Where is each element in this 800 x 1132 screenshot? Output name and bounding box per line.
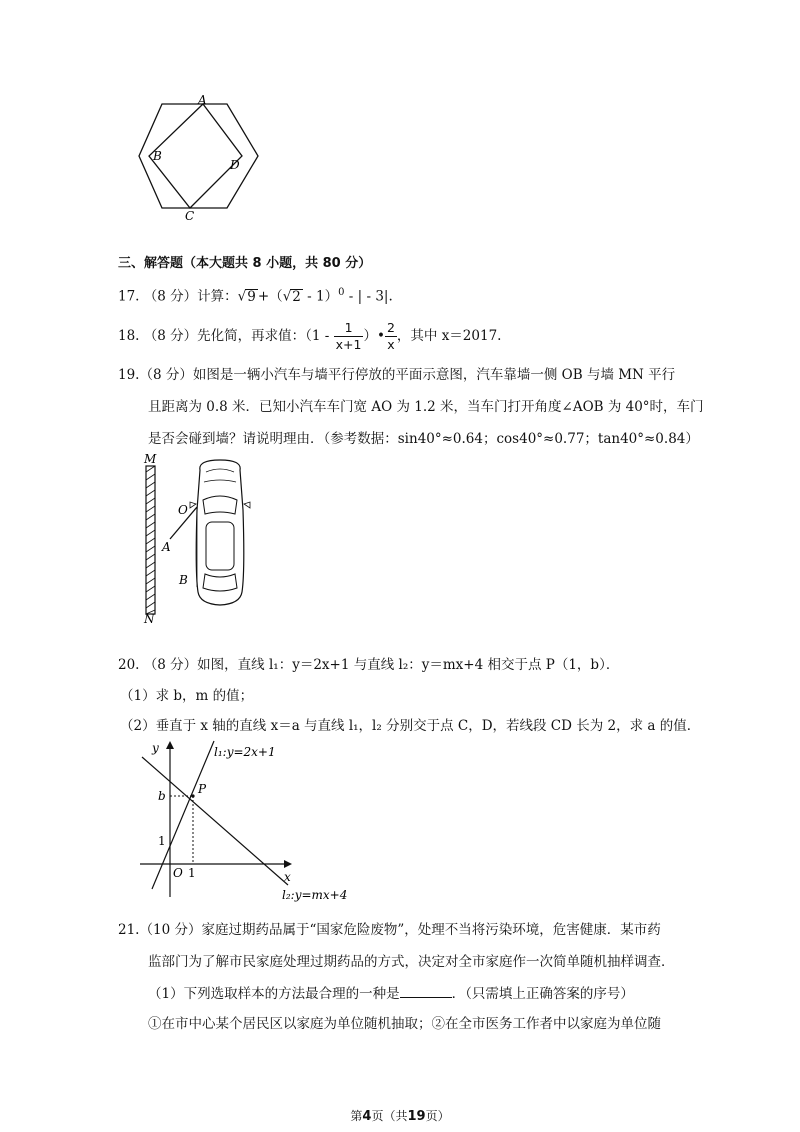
y-axis-arrow [166,741,174,749]
point-P [191,794,194,797]
car-roof [206,522,234,570]
q17-exp: 0 [338,287,345,298]
footer-page-number: 4 [362,1109,372,1124]
label-x-axis: x [284,870,291,884]
q18-number: 18. [118,328,140,344]
question-19-line-3: 是否会碰到墙？请说明理由．（参考数据：sin40°≈0.64；cos40°≈0.77；tan40°≈0.84） [148,431,699,447]
q18-end: ，其中 x＝2017. [396,328,502,344]
label-P: P [198,782,207,796]
car-mirror [190,502,196,508]
q17-tail: - 1） [302,288,339,305]
q21-number: 21. [118,922,140,938]
label-y-axis: y [152,741,159,755]
question-19-line-2: 且距离为 0.8 米．已知小汽车车门宽 AO 为 1.2 米，当车门打开角度∠AOB 为 40°时，车门 [148,399,704,415]
car-mirror-right [244,502,250,508]
q17-sqrt2: 2 [292,288,301,305]
q20-points: （8 分） [143,657,198,673]
question-18 [118,316,501,356]
q19-number: 19. [118,367,140,383]
q18-frac2-num: 2 [386,320,395,335]
q21-part1-before: （1）下列选取样本的方法最合理的一种是 [148,986,400,1002]
car-windshield [203,496,237,514]
coordinate-graph-figure [130,737,370,907]
q18-fraction-1 [334,320,364,353]
q17-prefix: 计算： [197,288,238,305]
x-axis-arrow [284,860,292,868]
q18-mid: ）• [363,328,385,344]
section-heading: 三、解答题（本大题共 8 小题，共 80 分） [118,256,372,271]
footer-mid: 页（共 [371,1109,408,1123]
q21-part1-after: ．（只需填上正确答案的序号） [451,986,634,1002]
q20-text-1: 如图，直线 l₁：y＝2x+1 与直线 l₂：y＝mx+4 相交于点 P（1，b）． [197,657,620,673]
q19-points: （8 分） [139,367,193,383]
q17-sqrt-sign: √ [237,288,247,305]
question-20-part-2: （2）垂直于 x 轴的直线 x＝a 与直线 l₁，l₂ 分别交于点 C，D，若线段 CD 长为 2，求 a 的值． [120,718,701,734]
label-C: C [185,209,195,223]
line-l1 [152,741,214,889]
label-A: A [198,93,207,107]
question-21-line-2: 监部门为了解市民家庭处理过期药品的方式，决定对全市家庭作一次简单随机抽样调查． [148,954,675,970]
q17-end: - | - 3|. [344,288,393,305]
q17-sqrt1: 9 [247,288,256,305]
question-19-line-1 [118,365,675,385]
q18-frac1-num: 1 [334,320,364,337]
footer-total-pages: 19 [407,1109,426,1124]
q17-points: （8 分） [143,288,198,305]
footer-suffix: 页） [425,1109,450,1123]
label-b: b [158,789,166,803]
hexagon-square-figure [130,92,270,224]
q18-frac1-den: x+1 [335,337,362,352]
car-hood-lines [204,469,236,482]
page-footer [0,1107,800,1124]
label-l1: l₁:y=2x+1 [214,745,276,759]
footer-prefix: 第 [350,1109,363,1123]
question-21-line-1 [118,920,661,940]
q18-fraction-2 [385,320,397,353]
q21-text-1: 家庭过期药品属于“国家危险废物”，处理不当将污染环境，危害健康．某市药 [201,922,661,938]
label-B: B [153,149,162,163]
q18-prefix: 先化简，再求值：（1 - [197,328,334,344]
inscribed-square [149,104,242,208]
label-A: A [162,540,171,554]
answer-blank[interactable] [400,983,452,998]
car-wall-figure [140,452,265,624]
question-21-part-1 [148,983,634,1004]
label-M: M [144,452,157,466]
label-origin: O [173,866,183,880]
q17-sqrt-sign-2: √ [282,288,292,305]
q18-points: （8 分） [143,328,198,344]
q20-number: 20. [118,657,140,673]
label-l2: l₂:y=mx+4 [282,888,348,902]
label-one-x: 1 [188,866,196,880]
label-D: D [230,158,240,172]
question-21-options: ①在市中心某个居民区以家庭为单位随机抽取；②在全市医务工作者中以家庭为单位随 [148,1016,661,1032]
question-17 [118,283,393,307]
q17-mid: +（ [257,288,283,305]
label-one-y: 1 [158,834,166,848]
question-20-line-1 [118,655,619,675]
wall [146,466,155,614]
label-B: B [179,573,188,587]
label-O: O [178,503,188,517]
q19-text-1: 如图是一辆小汽车与墙平行停放的平面示意图，汽车靠墙一侧 OB 与墙 MN 平行 [192,367,676,383]
q21-points: （10 分） [139,922,202,938]
q17-number: 17. [118,288,140,305]
line-l2 [142,757,288,885]
question-20-part-1: （1）求 b，m 的值； [120,688,254,704]
car-rear-window [203,574,237,591]
label-N: N [144,612,155,624]
q18-frac2-den: x [387,337,395,352]
